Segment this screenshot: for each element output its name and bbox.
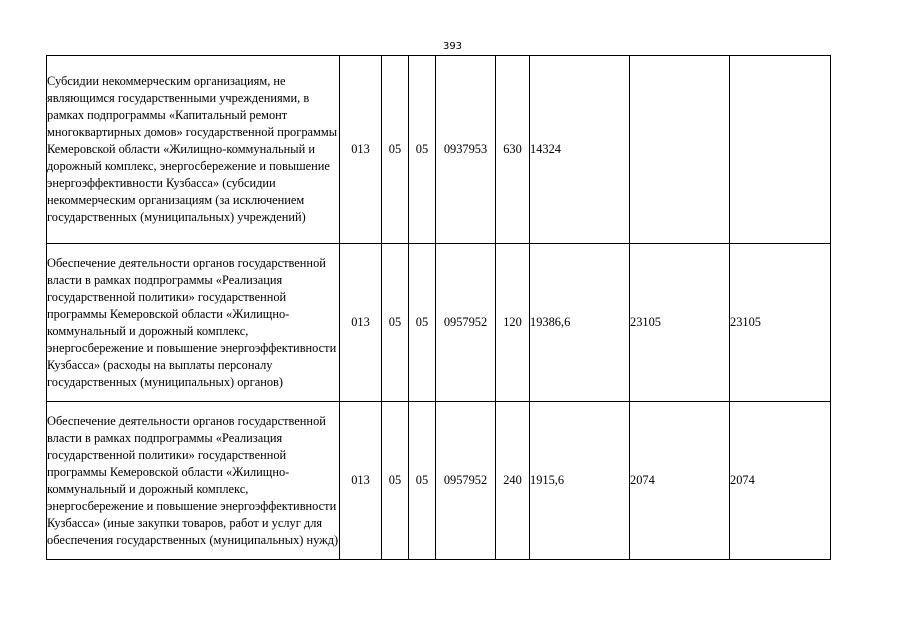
amount-cell-2: 2074 [630, 402, 730, 560]
section-code-cell: 05 [382, 402, 409, 560]
target-article-cell: 0957952 [436, 244, 496, 402]
section-code-cell: 05 [382, 244, 409, 402]
section-code-cell: 05 [382, 56, 409, 244]
ministry-code-cell: 013 [340, 244, 382, 402]
page-number: 393 [442, 41, 463, 52]
amount-cell-1: 19386,6 [530, 244, 630, 402]
expense-type-cell: 240 [496, 402, 530, 560]
amount-cell-3: 23105 [730, 244, 831, 402]
amount-cell-1: 14324 [530, 56, 630, 244]
amount-cell-3 [730, 56, 831, 244]
expense-type-cell: 120 [496, 244, 530, 402]
ministry-code-cell: 013 [340, 56, 382, 244]
subsection-code-cell: 05 [409, 244, 436, 402]
expense-description-cell: Обеспечение деятельности органов государственной власти в рамках подпрограммы «Реализация государственной политики» государственной программы Кемеровской области «Жилищно-коммунальный и дорожный комплекс, энергосбережение и повышение энергоэффективности Кузбасса» (расходы на выплаты персоналу государственных (муниципальных) органов) [47, 244, 340, 402]
amount-cell-3: 2074 [730, 402, 831, 560]
target-article-cell: 0957952 [436, 402, 496, 560]
expense-description-cell: Обеспечение деятельности органов государственной власти в рамках подпрограммы «Реализация государственной политики» государственной программы Кемеровской области «Жилищно-коммунальный и дорожный комплекс, энергосбережение и повышение энергоэффективности Кузбасса» (иные закупки товаров, работ и услуг для обеспечения государственных (муниципальных) нужд) [47, 402, 340, 560]
expense-type-cell: 630 [496, 56, 530, 244]
table-row [47, 244, 831, 402]
budget-table [46, 55, 831, 560]
expense-description-cell: Субсидии некоммерческим организациям, не являющимся государственными учреждениями, в рамках подпрограммы «Капитальный ремонт многоквартирных домов» государственной программы Кемеровской области «Жилищно-коммунальный и дорожный комплекс, энергосбережение и повышение энергоэффективности Кузбасса» (субсидии некоммерческим организациям (за исключением государственных (муниципальных) учреждений) [47, 56, 340, 244]
table-row [47, 56, 831, 244]
table-row [47, 402, 831, 560]
amount-cell-2: 23105 [630, 244, 730, 402]
subsection-code-cell: 05 [409, 56, 436, 244]
subsection-code-cell: 05 [409, 402, 436, 560]
amount-cell-1: 1915,6 [530, 402, 630, 560]
ministry-code-cell: 013 [340, 402, 382, 560]
amount-cell-2 [630, 56, 730, 244]
target-article-cell: 0937953 [436, 56, 496, 244]
